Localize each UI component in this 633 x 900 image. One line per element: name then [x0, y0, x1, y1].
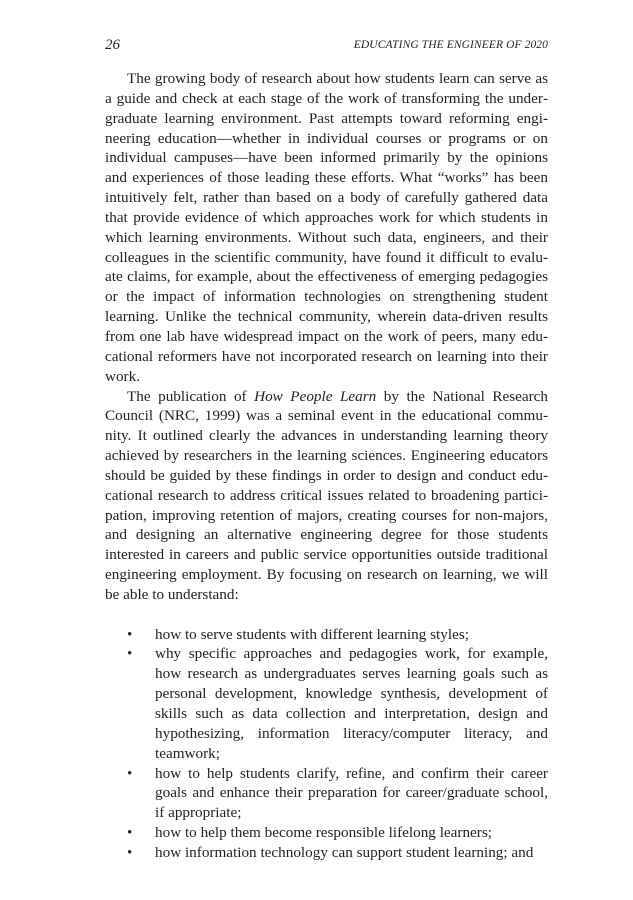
- bullet-icon: •: [127, 625, 133, 643]
- page-header: [105, 37, 548, 55]
- bullet-icon: •: [127, 645, 133, 663]
- list-item-text: why specific approaches and pedagogies work, for example, how research as undergraduates serves learning goals such as personal development, knowledge synthesis, development of skills such as data collection and interpretation, design and hypothesizing, information literacy/computer literacy, and teamwork;: [155, 645, 548, 762]
- running-head: EDUCATING THE ENGINEER OF 2020: [353, 39, 548, 51]
- list-item-text: how to help them become responsible lifelong learners;: [155, 824, 492, 842]
- bullet-icon: •: [127, 764, 133, 782]
- list-item: [105, 843, 548, 863]
- list-item: [105, 625, 548, 645]
- paragraph-how-people-learn: [105, 387, 548, 605]
- list-item-text: how to serve students with different learning styles;: [155, 625, 469, 643]
- paragraph-text-end: by the National Research Council (NRC, 1999) was a seminal event in the educational community. It outlined clearly the advances in understanding learning theory achieved by researchers in the learning sciences. Engineering educators should be guided by these findings in order to design and conduct educational research to address critical issues related to broadening participation, improving retention of majors, creating courses for non-majors, and designing an alternative engineering degree for those students interested in careers and public service opportunities outside traditional engineering employment. By focusing on research on learning, we will be able to understand:: [105, 387, 548, 603]
- bullet-icon: •: [127, 824, 133, 842]
- page-number: 26: [105, 37, 120, 53]
- body-text: [105, 69, 548, 863]
- list-item: [105, 644, 548, 763]
- paragraph-text-start: The publication of: [127, 387, 255, 405]
- list-item: [105, 764, 548, 824]
- book-title: How People Learn: [254, 387, 377, 405]
- list-item-text: how to help students clarify, refine, and confirm their career goals and enhance their preparation for career/graduate school, if appropriate;: [155, 764, 548, 822]
- bullet-list: [105, 625, 548, 863]
- paragraph-research-learning: The growing body of research about how students learn can serve as a guide and check at each stage of the work of transforming the undergraduate learning environment. Past attempts toward reforming engineering education—whether in individual courses or programs or on individual campuses—have been informed primarily by the opinions and experiences of those leading these efforts. What “works” has been intuitively felt, rather than based on a body of carefully gathered data that provide evidence of which approaches work for which students in which learning environments. Without such data, engineers, and their colleagues in the scientific community, have found it difficult to evaluate claims, for example, about the effectiveness of emerging pedagogies or the impact of information technologies on strengthening student learning. Unlike the technical community, wherein data-driven results from one lab have widespread impact on the work of peers, many educational reformers have not incorporated research on learning into their work.: [105, 70, 548, 385]
- bullet-icon: •: [127, 843, 133, 861]
- list-item-text: how information technology can support student learning; and: [155, 843, 534, 861]
- list-item: [105, 823, 548, 843]
